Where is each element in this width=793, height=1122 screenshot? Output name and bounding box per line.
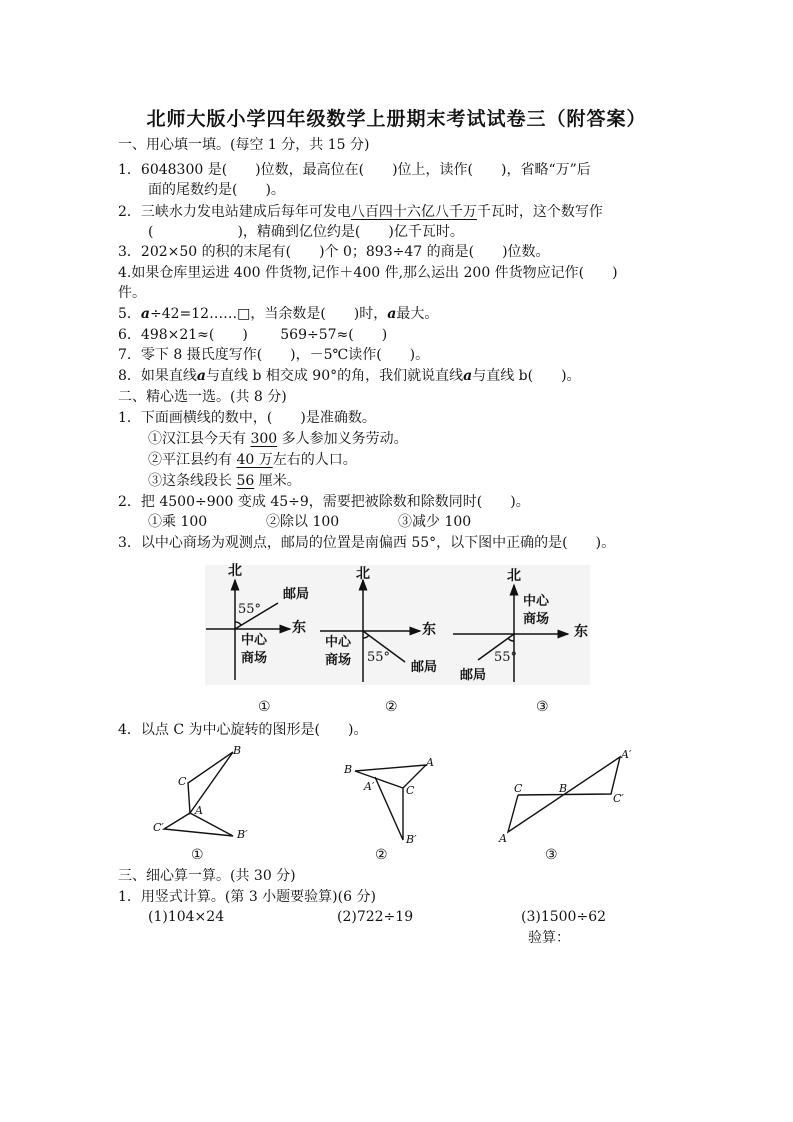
q1-2-line2: ( )，精确到亿位约是( )亿千瓦时。 bbox=[148, 224, 464, 240]
north-label: 北 bbox=[507, 568, 521, 584]
point-label: B bbox=[344, 763, 353, 776]
q1-7: 7．零下 8 摄氏度写作( )，－5℃读作( )。 bbox=[118, 347, 430, 363]
text: ③这条线段长 bbox=[148, 473, 237, 489]
mall-label: 商场 bbox=[523, 612, 550, 627]
underlined-number: 40 万 bbox=[236, 452, 273, 468]
mall-label: 商场 bbox=[241, 651, 268, 666]
q3-1: 1．用竖式计算。(第 3 小题要验算)(6 分) bbox=[118, 889, 376, 905]
text: 与直线 b 相交成 90°的角，我们就说直线 bbox=[206, 368, 464, 384]
point-label: C bbox=[406, 784, 415, 797]
east-label: 东 bbox=[422, 622, 436, 638]
figure-label-3: ③ bbox=[536, 699, 549, 715]
angle-label: 55° bbox=[494, 650, 518, 665]
underlined-number: 八百四十六亿八千万 bbox=[350, 204, 477, 220]
q2-2: 2．把 4500÷900 变成 45÷9，需要把被除数和除数同时( )。 bbox=[118, 494, 530, 510]
var-a: a bbox=[463, 368, 473, 384]
text: 5． bbox=[118, 306, 141, 322]
text: ①汉江县今天有 bbox=[148, 431, 251, 447]
rotation-figure-2 bbox=[355, 765, 426, 840]
section-1-heading: 一、用心填一填。(每空 1 分，共 15 分) bbox=[118, 137, 370, 153]
underlined-number: 300 bbox=[250, 431, 278, 447]
var-a: a bbox=[387, 306, 397, 322]
point-label: A bbox=[426, 756, 434, 769]
point-label: A bbox=[499, 832, 507, 845]
q1-6: 6．498×21≈( ) 569÷57≈( ) bbox=[118, 327, 388, 343]
point-label: C′ bbox=[613, 792, 624, 805]
center-label: 中心 bbox=[523, 594, 550, 609]
point-label: A′ bbox=[364, 780, 375, 793]
problem-1: (1)104×24 bbox=[148, 909, 225, 925]
problem-3: (3)1500÷62 bbox=[521, 909, 607, 925]
q2-1: 1．下面画横线的数中，( )是准确数。 bbox=[118, 410, 376, 426]
point-label: B bbox=[559, 782, 568, 795]
text: 与直线 b( )。 bbox=[472, 368, 581, 384]
point-label: A bbox=[195, 804, 203, 817]
q2-2-option-1: ①乘 100 bbox=[148, 514, 208, 530]
point-label: B′ bbox=[406, 833, 417, 846]
figure-label-1: ① bbox=[191, 847, 204, 863]
page-title: 北师大版小学四年级数学上册期末考试试卷三（附答案） bbox=[146, 108, 647, 130]
var-a: a bbox=[140, 306, 150, 322]
point-label: C′ bbox=[153, 821, 164, 834]
q1-1-line1: 1．6048300 是( )位数，最高位在( )位上，读作( )，省略“万”后 bbox=[118, 162, 591, 178]
q1-3: 3．202×50 的积的末尾有( )个 0；893÷47 的商是( )位数。 bbox=[118, 244, 550, 260]
figure-label-2: ② bbox=[385, 699, 398, 715]
text: 千瓦时，这个数写作 bbox=[476, 204, 603, 220]
post-office-label: 邮局 bbox=[283, 587, 310, 602]
q2-3: 3．以中心商场为观测点，邮局的位置是南偏西 55°，以下图中正确的是( )。 bbox=[118, 535, 616, 551]
figure-label-3: ③ bbox=[545, 847, 558, 863]
rotation-figure-1 bbox=[164, 752, 233, 836]
text: 2．三峡水力发电站建成后每年可发电 bbox=[118, 204, 351, 220]
text: 厘米。 bbox=[254, 473, 301, 489]
var-a: a bbox=[196, 368, 206, 384]
underlined-number: 56 bbox=[236, 473, 255, 489]
point-label: C bbox=[514, 782, 523, 795]
center-label: 中心 bbox=[325, 635, 352, 650]
section-3-heading: 三、细心算一算。(共 30 分) bbox=[118, 868, 296, 884]
north-label: 北 bbox=[228, 563, 242, 579]
q1-4-line2: 件。 bbox=[118, 285, 146, 301]
figure-label-1: ① bbox=[258, 699, 271, 715]
post-office-label: 邮局 bbox=[411, 660, 438, 675]
q1-4-line1: 4.如果仓库里运进 400 件货物,记作＋400 件,那么运出 200 件货物应记作( ) bbox=[118, 265, 618, 281]
check-label: 验算： bbox=[528, 930, 570, 946]
mall-label: 商场 bbox=[325, 653, 352, 668]
post-office-label: 邮局 bbox=[460, 668, 487, 683]
problem-2: (2)722÷19 bbox=[337, 909, 414, 925]
text: 多人参加义务劳动。 bbox=[277, 431, 408, 447]
point-label: A′ bbox=[621, 748, 632, 761]
q1-1-line2: 面的尾数约是( )。 bbox=[148, 182, 285, 198]
center-label: 中心 bbox=[241, 633, 268, 648]
text: ②平江县约有 bbox=[148, 452, 237, 468]
point-label: B bbox=[233, 744, 242, 757]
angle-label: 55° bbox=[238, 602, 262, 617]
text: 最大。 bbox=[396, 306, 439, 322]
figure-label-2: ② bbox=[375, 847, 388, 863]
q2-2-option-2: ②除以 100 bbox=[266, 514, 340, 530]
q2-2-option-3: ③减少 100 bbox=[398, 514, 472, 530]
point-label: C bbox=[178, 775, 187, 788]
text: 左右的人口。 bbox=[272, 452, 357, 468]
text: 8．如果直线 bbox=[118, 368, 197, 384]
east-label: 东 bbox=[574, 624, 588, 640]
angle-label: 55° bbox=[367, 650, 391, 665]
q2-4: 4．以点 C 为中心旋转的图形是( )。 bbox=[118, 722, 368, 738]
north-label: 北 bbox=[356, 566, 370, 582]
section-2-heading: 二、精心选一选。(共 8 分) bbox=[118, 389, 287, 405]
east-label: 东 bbox=[292, 620, 306, 636]
text: ÷42=12……□，当余数是( )时， bbox=[150, 306, 388, 322]
point-label: B′ bbox=[237, 828, 248, 841]
